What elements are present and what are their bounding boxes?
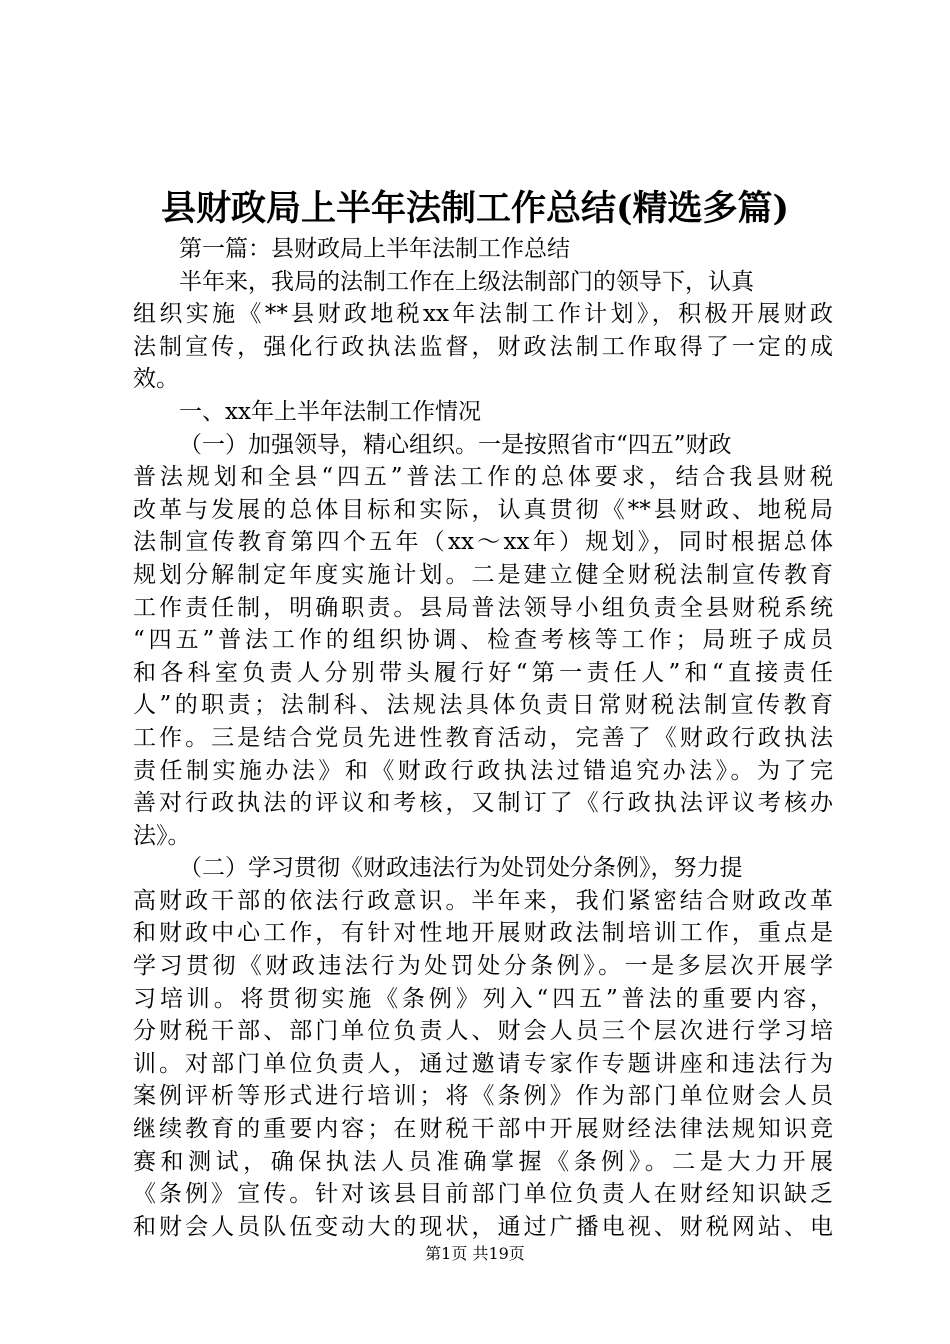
paragraph-line: 半年来，我局的法制工作在上级法制部门的领导下，认真 — [179, 268, 754, 295]
paragraph-line: （一）加强领导，精心组织。一是按照省市“四五”财政 — [179, 431, 732, 458]
paragraph-line: 普法规划和全县“四五”普法工作的总体要求，结合我县财税 — [133, 464, 833, 491]
document-title: 县财政局上半年法制工作总结(精选多篇) — [160, 188, 790, 229]
paragraph-line: 法》。 — [133, 822, 191, 849]
page-number-footer: 第1页 共19页 — [425, 1244, 525, 1263]
document-body — [133, 233, 833, 1243]
paragraph-line: 习培训。将贯彻实施《条例》列入“四五”普法的重要内容， — [133, 985, 833, 1012]
paragraph-line: 法制宣传，强化行政执法监督，财政法制工作取得了一定的成 — [133, 333, 833, 360]
paragraph-line: “四五”普法工作的组织协调、检查考核等工作；局班子成员 — [133, 627, 833, 654]
paragraph-line: 和各科室负责人分别带头履行好“第一责任人”和“直接责任 — [133, 659, 833, 686]
section-heading: 第一篇：县财政局上半年法制工作总结 — [179, 236, 570, 262]
paragraph-line: 案例评析等形式进行培训；将《条例》作为部门单位财会人员 — [133, 1083, 833, 1110]
paragraph-line: 《条例》宣传。针对该县目前部门单位负责人在财经知识缺乏 — [133, 1181, 833, 1208]
paragraph-line: 工作。三是结合党员先进性教育活动，完善了《财政行政执法 — [133, 724, 833, 751]
paragraph-line: 工作责任制，明确职责。县局普法领导小组负责全县财税系统 — [133, 594, 833, 621]
paragraph-line: 分财税干部、部门单位负责人、财会人员三个层次进行学习培 — [133, 1018, 833, 1045]
paragraph-line: 人”的职责；法制科、法规法具体负责日常财税法制宣传教育 — [133, 692, 833, 719]
paragraph-line: 改革与发展的总体目标和实际，认真贯彻《**县财政、地税局 — [133, 496, 833, 523]
paragraph-line: 学习贯彻《财政违法行为处罚处分条例》。一是多层次开展学 — [133, 953, 833, 980]
paragraph-line: 和财政中心工作，有针对性地开展财政法制培训工作，重点是 — [133, 920, 833, 947]
paragraph-line: 法制宣传教育第四个五年（xx～xx年）规划》，同时根据总体 — [133, 529, 833, 556]
paragraph-line: 规划分解制定年度实施计划。二是建立健全财税法制宣传教育 — [133, 561, 833, 588]
paragraph-line: （二）学习贯彻《财政违法行为处罚处分条例》，努力提 — [179, 855, 743, 882]
paragraph-line: 组织实施《**县财政地税xx年法制工作计划》，积极开展财政 — [133, 301, 833, 328]
paragraph-line: 高财政干部的依法行政意识。半年来，我们紧密结合财政改革 — [133, 887, 833, 914]
paragraph-line: 责任制实施办法》和《财政行政执法过错追究办法》。为了完 — [133, 757, 833, 784]
paragraph-line: 训。对部门单位负责人，通过邀请专家作专题讲座和违法行为 — [133, 1050, 833, 1077]
paragraph-line: 继续教育的重要内容；在财税干部中开展财经法律法规知识竞 — [133, 1116, 833, 1143]
paragraph-line: 赛和测试，确保执法人员准确掌握《条例》。二是大力开展 — [133, 1148, 833, 1175]
section-heading: 一、xx年上半年法制工作情况 — [179, 398, 481, 425]
paragraph-line: 和财会人员队伍变动大的现状，通过广播电视、财税网站、电 — [133, 1213, 833, 1240]
paragraph-line: 善对行政执法的评议和考核，又制订了《行政执法评议考核办 — [133, 790, 833, 817]
paragraph-line: 效。 — [133, 366, 179, 393]
